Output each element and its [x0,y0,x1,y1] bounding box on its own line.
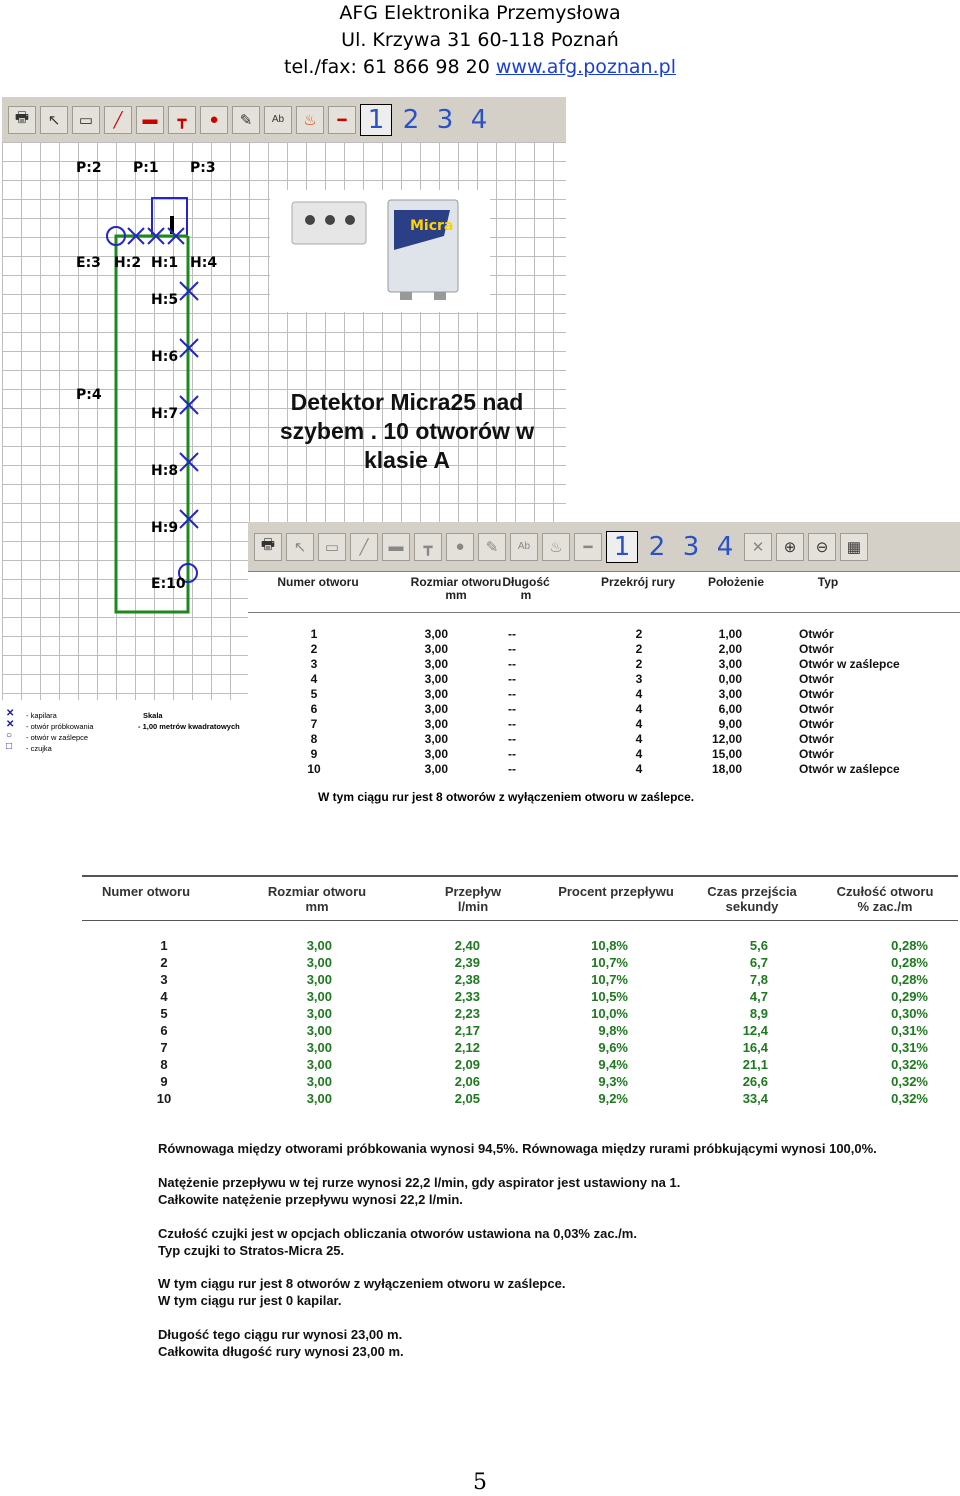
label-p1: P:1 [133,160,159,176]
table-cell: 3,00 [424,732,448,746]
table-cell: 2 [635,657,643,671]
pointer-icon[interactable]: ↖ [40,106,68,134]
column-header: Czułość otworu % zac./m [836,884,934,914]
table-cell: Otwór [799,747,834,761]
detector-tool-icon[interactable]: ▭ [72,106,100,134]
label-h8: H:8 [151,463,179,479]
summary-note: Równowaga między otworami próbkowania wynosi 94,5%. Równowaga między rurami próbkującymi wynosi 100,0%. [158,1141,877,1156]
fire-icon[interactable]: ♨ [296,106,324,134]
product-photo [270,190,490,312]
summary-note: W tym ciągu rur jest 0 kapilar. [158,1293,342,1308]
label-h1: H:1 [151,255,179,271]
table-cell: 3,00 [424,747,448,761]
table-cell: 16,4 [742,1040,768,1055]
table-cell: Otwór [799,702,834,716]
detector-legend-icon: □ [6,741,13,752]
table-cell: 2,17 [454,1023,480,1038]
end-cap-legend-icon: ○ [6,730,13,741]
column-header: Położenie [707,575,764,589]
legend-item: - kapilara [26,711,57,720]
calculator-icon[interactable]: ▦ [840,533,868,561]
table-cell: 2,00 [718,642,742,656]
diagram-legend [0,700,250,758]
summary-note: W tym ciągu rur jest 8 otworów z wyłączeniem otworu w zaślepce. [158,1276,566,1291]
table-cell: 3 [310,657,318,671]
table-cell: 3,00 [424,702,448,716]
table-cell: 3,00 [306,938,332,953]
table-cell: 2 [310,642,318,656]
table-footer-note: W tym ciągu rur jest 8 otworów z wyłączeniem otworu w zaślepce. [318,790,695,804]
hole-table-window [248,522,960,804]
table-cell: 8,9 [749,1006,768,1021]
summary-note: Czułość czujki jest w opcjach obliczania otworów ustawiona na 0,03% zac./m. [158,1226,637,1241]
table-cell: 9,2% [598,1091,628,1106]
text-tool-icon[interactable]: Ab [264,106,292,134]
table-cell: 9,00 [718,717,742,731]
summary-note: Typ czujki to Stratos-Micra 25. [158,1243,345,1258]
table-cell: 10,8% [591,938,628,953]
end-cap-tool-icon[interactable]: ▬ [382,533,410,561]
column-header: Procent przepływu [558,884,674,899]
table-cell: 3,00 [718,687,742,701]
ceiling-tool-icon[interactable]: ━ [328,106,356,134]
table-cell: 2 [160,955,168,970]
table-cell: -- [508,747,516,761]
label-h4: H:4 [190,255,218,271]
table-cell: 3,00 [424,762,448,776]
table-cell: 3 [160,972,168,987]
table-cell: 1 [310,627,318,641]
table-cell: 9,4% [598,1057,628,1072]
table-cell: Otwór [799,687,834,701]
table-cell: Otwór [799,672,834,686]
table-cell: -- [508,717,516,731]
table-cell: 26,6 [742,1074,768,1089]
table-cell: -- [508,702,516,716]
edit-tool-icon[interactable]: ✎ [478,533,506,561]
table-cell: 2,38 [454,972,480,987]
all-views-icon[interactable]: ✕ [744,533,772,561]
company-address: Ul. Krzywa 31 60-118 Poznań [341,29,619,51]
tab-3[interactable]: 3 [436,104,454,135]
table-cell: 4 [160,989,168,1004]
summary-note: Natężenie przepływu w tej rurze wynosi 22,2 l/min, gdy aspirator jest ustawiony na 1. [158,1175,681,1190]
table-cell: 0,28% [891,955,928,970]
table-cell: 12,4 [742,1023,768,1038]
table-cell: 8 [310,732,318,746]
label-p3: P:3 [190,160,216,176]
table-cell: 3,00 [306,1074,332,1089]
zoom-in-icon[interactable]: ⊕ [776,533,804,561]
label-h2: H:2 [114,255,142,271]
table-cell: 6,00 [718,702,742,716]
table-cell: 6 [160,1023,168,1038]
column-header: Numer otworu [101,884,191,899]
sampling-hole-legend-icon: ✕ [6,719,15,730]
table-cell: 7 [310,717,318,731]
table-cell: -- [508,687,516,701]
table-cell: 3,00 [306,955,332,970]
table-cell: 0,28% [891,938,928,953]
table-cell: 9,3% [598,1074,628,1089]
table-cell: 5 [310,687,318,701]
table-cell: Otwór [799,627,834,641]
table-cell: -- [508,732,516,746]
table-cell: 0,31% [891,1023,928,1038]
label-e3: E:3 [76,255,101,271]
table-cell: 21,1 [742,1057,768,1072]
table-cell: 4 [635,732,643,746]
label-p4: P:4 [76,387,102,403]
tab-4[interactable]: 4 [470,104,488,135]
table-cell: 15,00 [711,747,742,761]
table-cell: 2,12 [454,1040,480,1055]
legend-item: - czujka [26,744,52,753]
table-cell: -- [508,657,516,671]
table-cell: 0,32% [891,1057,928,1072]
table-cell: 0,28% [891,972,928,987]
table-cell: 7,8 [749,972,768,987]
column-header: Przepływ l/min [444,884,502,914]
table-cell: 3,00 [424,657,448,671]
table-cell: 3,00 [306,1091,332,1106]
company-header [0,0,960,81]
table-cell: 3,00 [424,717,448,731]
table-cell: 2 [635,642,643,656]
table-cell: 3,00 [306,1040,332,1055]
detector-tool-icon[interactable]: ▭ [318,533,346,561]
table-cell: 10,7% [591,972,628,987]
table-cell: Otwór w zaślepce [799,657,900,671]
tab-2[interactable]: 2 [648,531,666,562]
table-cell: 10 [156,1091,172,1106]
legend-item: - otwór w zaślepce [26,733,89,742]
table-cell: 9 [310,747,318,761]
legend-item: - otwór próbkowania [26,722,94,731]
table-cell: 3,00 [424,672,448,686]
capillary-tool-icon[interactable]: ● [446,533,474,561]
label-e10: E:10 [151,576,186,592]
capillary-tool-icon[interactable]: ● [200,106,228,134]
scale-text: - 1,00 metrów kwadratowych [138,722,240,731]
table-cell: 3,00 [306,1006,332,1021]
table-cell: 2,39 [454,955,480,970]
table-cell: 2,33 [454,989,480,1004]
table-cell: 0,31% [891,1040,928,1055]
table-cell: 4 [635,702,643,716]
table-cell: -- [508,672,516,686]
table-cell: 3,00 [718,657,742,671]
table-cell: 2,23 [454,1006,480,1021]
table-cell: Otwór w zaślepce [799,762,900,776]
tab-2[interactable]: 2 [402,104,420,135]
table-toolbar [248,522,960,572]
table-cell: 3,00 [306,989,332,1004]
table-header-rule [248,612,960,613]
table-cell: 3,00 [424,687,448,701]
caption-line: szybem . 10 otworów w [279,418,535,444]
label-h5: H:5 [151,292,179,308]
summary-note: Długość tego ciągu rur wynosi 23,00 m. [158,1327,403,1342]
table-cell: 4 [635,717,643,731]
table-cell: 3,00 [424,642,448,656]
table-cell: -- [508,627,516,641]
print-icon[interactable]: 🖶 [8,106,36,134]
table-cell: 0,29% [891,989,928,1004]
designer-toolbar [2,97,566,143]
summary-note: Całkowita długość rury wynosi 23,00 m. [158,1344,404,1359]
tab-1[interactable]: 1 [606,531,638,563]
column-header: Numer otworu [277,575,359,589]
capillary-legend-icon: ✕ [6,708,15,719]
table-cell: 4 [635,762,643,776]
table-cell: 9 [160,1074,168,1089]
print-icon[interactable]: 🖶 [254,533,282,561]
table-cell: 0,32% [891,1074,928,1089]
column-header: Czas przejścia sekundy [707,884,797,914]
table-cell: Otwór [799,717,834,731]
table-cell: 3,00 [306,1057,332,1072]
summary-note: Całkowite natężenie przepływu wynosi 22,2 l/min. [158,1192,463,1207]
caption-line: klasie A [363,447,451,473]
table-cell: 10 [307,762,321,776]
caption-line: Detektor Micra25 nad [290,389,524,415]
pipe-tool-icon[interactable]: ╱ [104,106,132,134]
tab-4[interactable]: 4 [716,531,734,562]
label-p2: P:2 [76,160,102,176]
text-tool-icon[interactable]: Ab [510,533,538,561]
label-h6: H:6 [151,349,179,365]
table-cell: Otwór [799,732,834,746]
table-cell: 7 [160,1040,168,1055]
column-header: Typ [817,575,839,589]
page-number: 5 [473,1470,487,1495]
diagram-caption [262,388,552,475]
table-cell: 3,00 [424,627,448,641]
table-cell: -- [508,642,516,656]
table-cell: 2,05 [454,1091,480,1106]
svg-text:Micra: Micra [410,218,454,234]
table-cell: 6 [310,702,318,716]
table2-top-rule [82,875,958,877]
ceiling-tool-icon[interactable]: ━ [574,533,602,561]
table-cell: 2,09 [454,1057,480,1072]
edit-tool-icon[interactable]: ✎ [232,106,260,134]
label-h9: H:9 [151,520,179,536]
website-link[interactable]: www.afg.poznan.pl [495,56,676,78]
table-cell: 0,32% [891,1091,928,1106]
column-header: Przekrój rury [600,575,676,589]
table-cell: 4 [635,687,643,701]
table-cell: 6,7 [749,955,768,970]
tab-3[interactable]: 3 [682,531,700,562]
table-cell: 0,00 [718,672,742,686]
table-cell: 18,00 [711,762,742,776]
column-header: Rozmiar otworu mm [267,884,367,914]
table-cell: 4,7 [749,989,768,1004]
table-cell: 2,06 [454,1074,480,1089]
table-cell: -- [508,762,516,776]
table-cell: 1 [160,938,168,953]
tab-1[interactable]: 1 [360,104,392,136]
pointer-icon[interactable]: ↖ [286,533,314,561]
table-cell: 3,00 [306,972,332,987]
table2-header-rule [82,920,958,921]
fire-icon[interactable]: ♨ [542,533,570,561]
column-header: Długość m [502,575,550,602]
table-cell: 10,5% [591,989,628,1004]
tee-tool-icon[interactable]: ┳ [168,106,196,134]
detector-illustration [270,190,490,312]
table-cell: 5 [160,1006,168,1021]
label-h7: H:7 [151,406,179,422]
table-cell: 10,0% [591,1006,628,1021]
table-cell: 5,6 [749,938,768,953]
table-cell: 9,6% [598,1040,628,1055]
table-cell: 2 [635,627,643,641]
scale-title: Skala [143,711,163,720]
table-cell: 3 [635,672,643,686]
table-cell: 0,30% [891,1006,928,1021]
table-cell: 9,8% [598,1023,628,1038]
table-cell: 4 [310,672,318,686]
table-cell: 8 [160,1057,168,1072]
contact-phone: tel./fax: 61 866 98 20 [284,56,496,78]
table-cell: 2,40 [454,938,480,953]
company-contact [0,54,960,81]
table-cell: 12,00 [711,732,742,746]
column-header: Rozmiar otworu mm [410,575,502,602]
pipe-tool-icon[interactable]: ╱ [350,533,378,561]
tee-tool-icon[interactable]: ┳ [414,533,442,561]
end-cap-tool-icon[interactable]: ▬ [136,106,164,134]
table-cell: 10,7% [591,955,628,970]
zoom-out-icon[interactable]: ⊖ [808,533,836,561]
company-name: AFG Elektronika Przemysłowa [339,2,621,24]
table-cell: Otwór [799,642,834,656]
table-cell: 33,4 [742,1091,768,1106]
table-cell: 3,00 [306,1023,332,1038]
table-cell: 4 [635,747,643,761]
table-cell: 1,00 [718,627,742,641]
